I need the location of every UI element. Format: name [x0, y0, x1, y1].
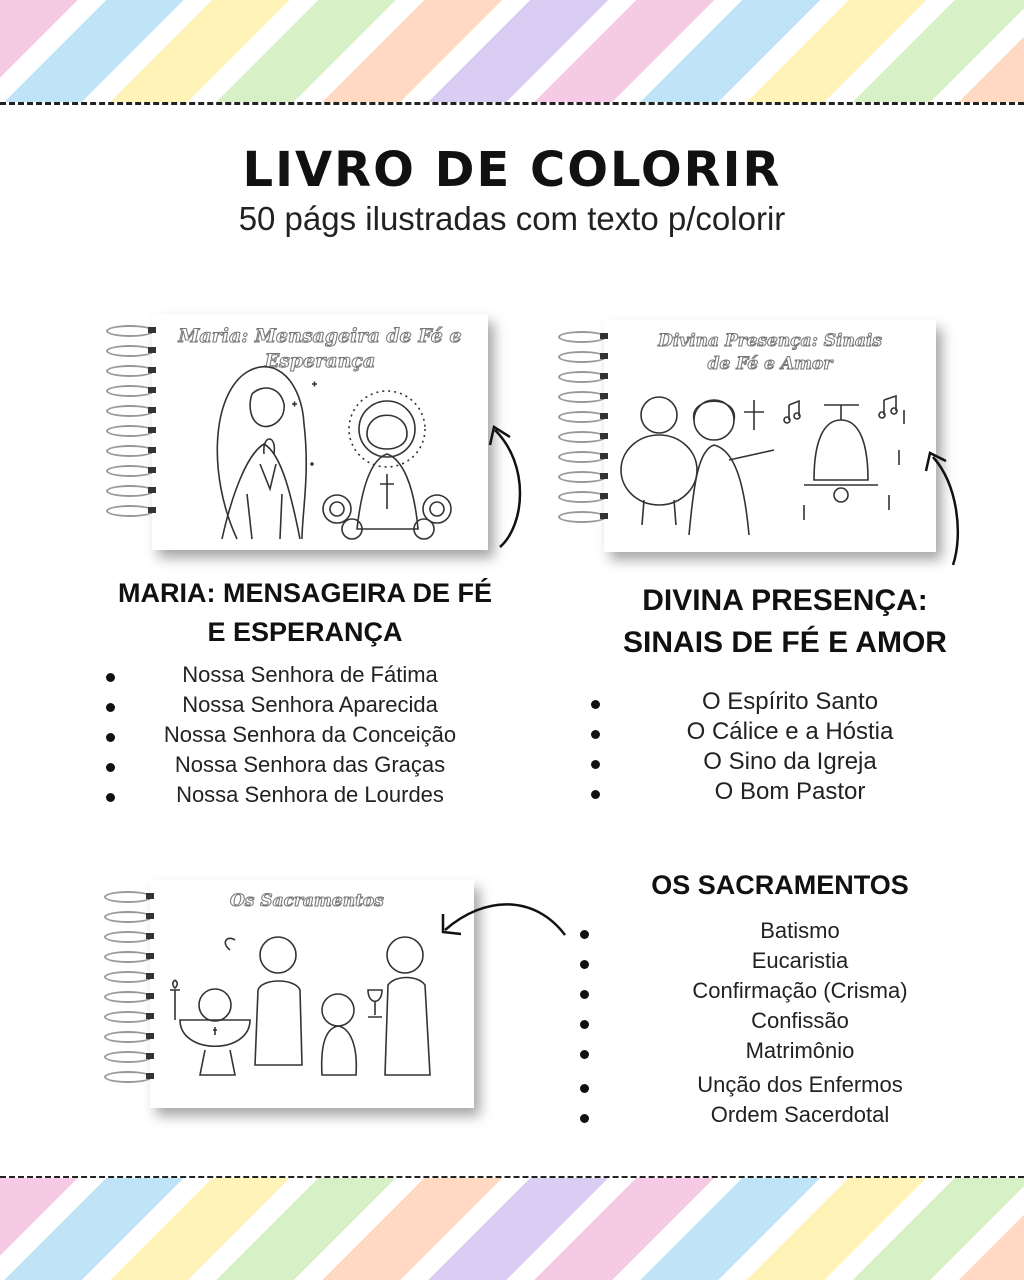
- baptism-communion-coloring-icon: [150, 880, 474, 1108]
- list-item: Nossa Senhora da Conceição: [100, 722, 520, 752]
- list-item: O Cálice e a Hóstia: [585, 718, 995, 748]
- mary-and-fatima-coloring-icon: [152, 314, 488, 550]
- divina-list: [585, 688, 995, 808]
- curved-arrow-icon: [435, 890, 575, 960]
- list-item: Eucaristia: [572, 948, 1024, 978]
- book-page-title: Os Sacramentos: [230, 891, 384, 911]
- book-preview-maria: [152, 314, 488, 550]
- curved-arrow-icon: [918, 445, 978, 575]
- section-heading-sacramentos: OS SACRAMENTOS: [651, 870, 909, 900]
- section-heading-maria: MARIA: MENSAGEIRA DE FÉ E ESPERANÇA: [117, 578, 492, 648]
- list-item: Batismo: [572, 918, 1024, 948]
- list-item: Confirmação (Crisma): [572, 978, 1024, 1008]
- page-title: LIVRO DE COLORIR: [242, 142, 782, 198]
- list-item: Matrimônio: [572, 1038, 1024, 1072]
- striped-border-top: [0, 0, 1024, 102]
- list-item: O Espírito Santo: [585, 688, 995, 718]
- list-item: Nossa Senhora Aparecida: [100, 692, 520, 722]
- book-page-title: Maria: Mensageira de Fé e Esperança: [178, 325, 462, 372]
- jesus-lamb-bell-coloring-icon: [604, 320, 936, 552]
- curved-arrow-icon: [480, 415, 540, 555]
- list-item: O Sino da Igreja: [585, 748, 995, 778]
- book-preview-divina: [604, 320, 936, 552]
- section-heading-divina: DIVINA PRESENÇA: SINAIS DE FÉ E AMOR: [623, 584, 947, 659]
- book-page-title: Divina Presença: Sinais de Fé e Amor: [658, 331, 882, 374]
- striped-border-bottom: [0, 1178, 1024, 1280]
- list-item: Confissão: [572, 1008, 1024, 1038]
- list-item: Nossa Senhora das Graças: [100, 752, 520, 782]
- book-preview-sacramentos: [150, 880, 474, 1108]
- list-item: O Bom Pastor: [585, 778, 995, 808]
- list-item: Nossa Senhora de Fátima: [100, 662, 520, 692]
- sacramentos-list: [572, 918, 1024, 1132]
- maria-list: [100, 662, 520, 812]
- list-item: Ordem Sacerdotal: [572, 1102, 1024, 1132]
- list-item: Unção dos Enfermos: [572, 1072, 1024, 1102]
- page-subtitle: 50 págs ilustradas com texto p/colorir: [238, 200, 786, 237]
- dashed-divider-top: [0, 102, 1024, 105]
- list-item: Nossa Senhora de Lourdes: [100, 782, 520, 812]
